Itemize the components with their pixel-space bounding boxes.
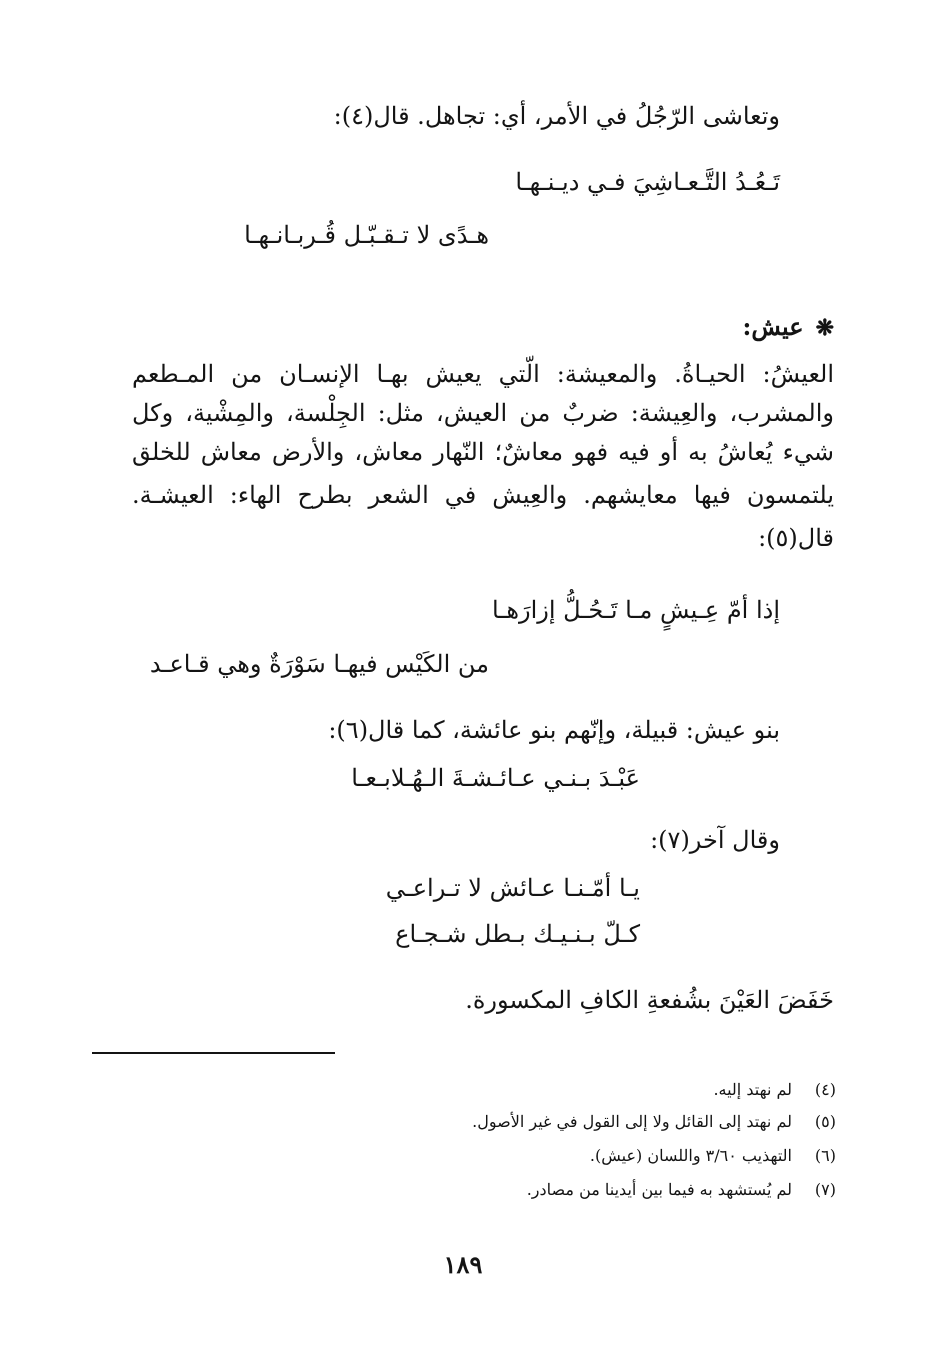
footnote-text: لم نهتد إليه. [713,1080,792,1099]
verse-line: كـلّ بـنـيـك بـطل شـجـاع [395,920,640,948]
asterism-icon: ❋ [815,315,834,341]
footnote-text: التهذيب ٣/٦٠ واللسان (عيش). [589,1146,792,1165]
paragraph-line: قال(٥): [758,524,834,552]
footnote-item [527,1180,836,1199]
paragraph-line: شيء يُعاشُ به أو فيه فهو معاشٌ؛ النّهار معاش، والأرض معاش للخلق [132,438,834,466]
verse-line: إذا أمّ عِـيشٍ مـا تَـحُـلُّ إزارَهـا [491,596,780,624]
footnote-item [590,1146,836,1165]
heading-text: عيش: [742,312,804,341]
footnote-text: لم نهتد إلى القائل ولا إلى القول في غير الأصول. [472,1112,792,1131]
tribe-line: بنو عيش: قبيلة، وإنّهم بنو عائشة، كما قال(٦): [328,716,780,744]
paragraph-line: العيشُ: الحيـاةُ. والمعيشة: الّتي يعيش بهـا الإنسـان من المـطعم [132,360,834,388]
paragraph-line: يلتمسون فيها معايشهم. والعِيش في الشعر بطرح الهاء: العيشـة. [132,481,834,509]
other-line: وقال آخر(٧): [650,826,780,854]
section-heading [743,312,834,341]
verse-line: عَبْـدَ بـنـي عـائـشـةَ الـهُـلابـعـا [351,764,640,792]
verse-line: من الكَيْس فيهـا سَوْرَةٌ وهي قـاعـد [149,650,489,678]
footnote-number: (٧) [814,1180,836,1199]
footnote-divider [92,1052,335,1054]
footnote-number: (٥) [814,1112,836,1131]
footnote-text: لم يُستشهد به فيما بين أيدينا من مصادر. [526,1180,792,1199]
footnote-number: (٦) [814,1146,836,1165]
verse-line: يـا أمّـنـا عـائش لا تـراعـي [385,874,640,902]
verse-line: هـدًى لا تـقـبّـل قُـربـانـهـا [244,221,489,249]
verse-line: تَـعُـدُ التَّـعـاشِيَ فـي ديـنـهـا [515,168,780,196]
closing-line: خَفَضَ العَيْنَ بشُفعةِ الكافِ المكسورة. [465,986,834,1014]
page-number: ١٨٩ [443,1250,483,1279]
footnote-item [472,1112,836,1131]
paragraph-line: والمشرب، والعِيشة: ضربٌ من العيش، مثل: الجِلْسة، والمِشْية، وكل [132,399,834,427]
intro-line: وتعاشى الرّجُلُ في الأمر، أي: تجاهل. قال(٤): [333,102,780,130]
footnote-item [713,1080,836,1099]
footnote-number: (٤) [814,1080,836,1099]
